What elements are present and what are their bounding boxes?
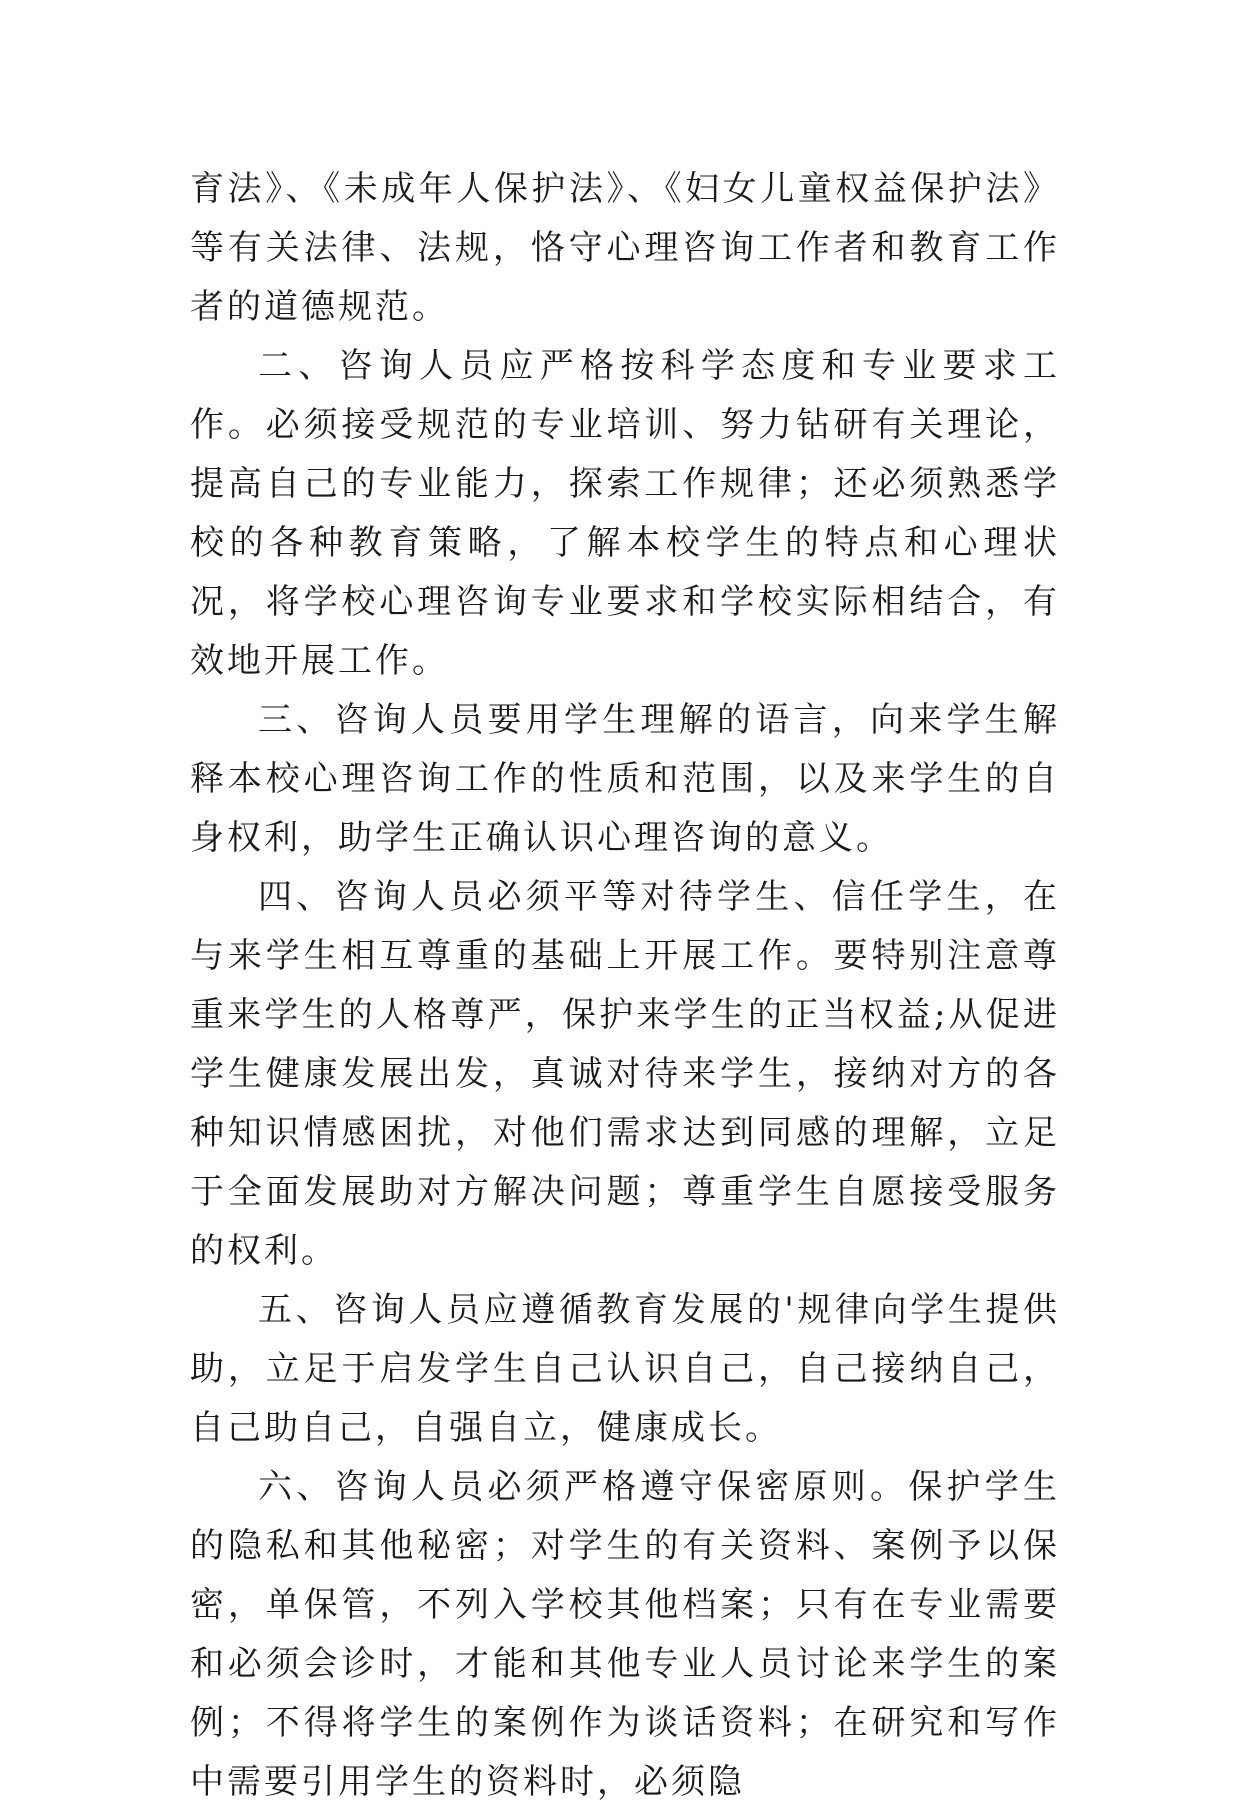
paragraph-item-6: 六、咨询人员必须严格遵守保密原则。保护学生的隐私和其他秘密；对学生的有关资料、案例予以保密，单保管，不列入学校其他档案；只有在专业需要和必须会诊时，才能和其他专业人员讨论来学生的案例；不得将学生的案例作为谈话资料；在研究和写作中需要引用学生的资料时，必须隐 [190,1467,1060,1802]
paragraph-item-4: 四、咨询人员必须平等对待学生、信任学生，在与来学生相互尊重的基础上开展工作。要特别注意尊重来学生的人格尊严，保护来学生的正当权益;从促进学生健康发展出发，真诚对待来学生，接纳对方的各种知识情感困扰，对他们需求达到同感的理解，立足于全面发展助对方解决问题；尊重学生自愿接受服务的权利。 [190,877,1060,1271]
paragraph-item-3: 三、咨询人员要用学生理解的语言，向来学生解释本校心理咨询工作的性质和范围，以及来学生的自身权利，助学生正确认识心理咨询的意义。 [190,700,1060,858]
paragraph-continuation: 育法》、《未成年人保护法》、《妇女儿童权益保护法》等有关法律、法规，恪守心理咨询工作者和教育工作者的道德规范。 [190,169,1060,327]
paragraph-item-2: 二、咨询人员应严格按科学态度和专业要求工作。必须接受规范的专业培训、努力钻研有关理论，提高自己的专业能力，探索工作规律；还必须熟悉学校的各种教育策略，了解本校学生的特点和心理状况，将学校心理咨询专业要求和学校实际相结合，有效地开展工作。 [190,346,1060,681]
paragraph-item-5: 五、咨询人员应遵循教育发展的'规律向学生提供助，立足于启发学生自己认识自己，自己接纳自己，自己助自己，自强自立，健康成长。 [190,1290,1060,1448]
document-body [190,160,1060,1812]
